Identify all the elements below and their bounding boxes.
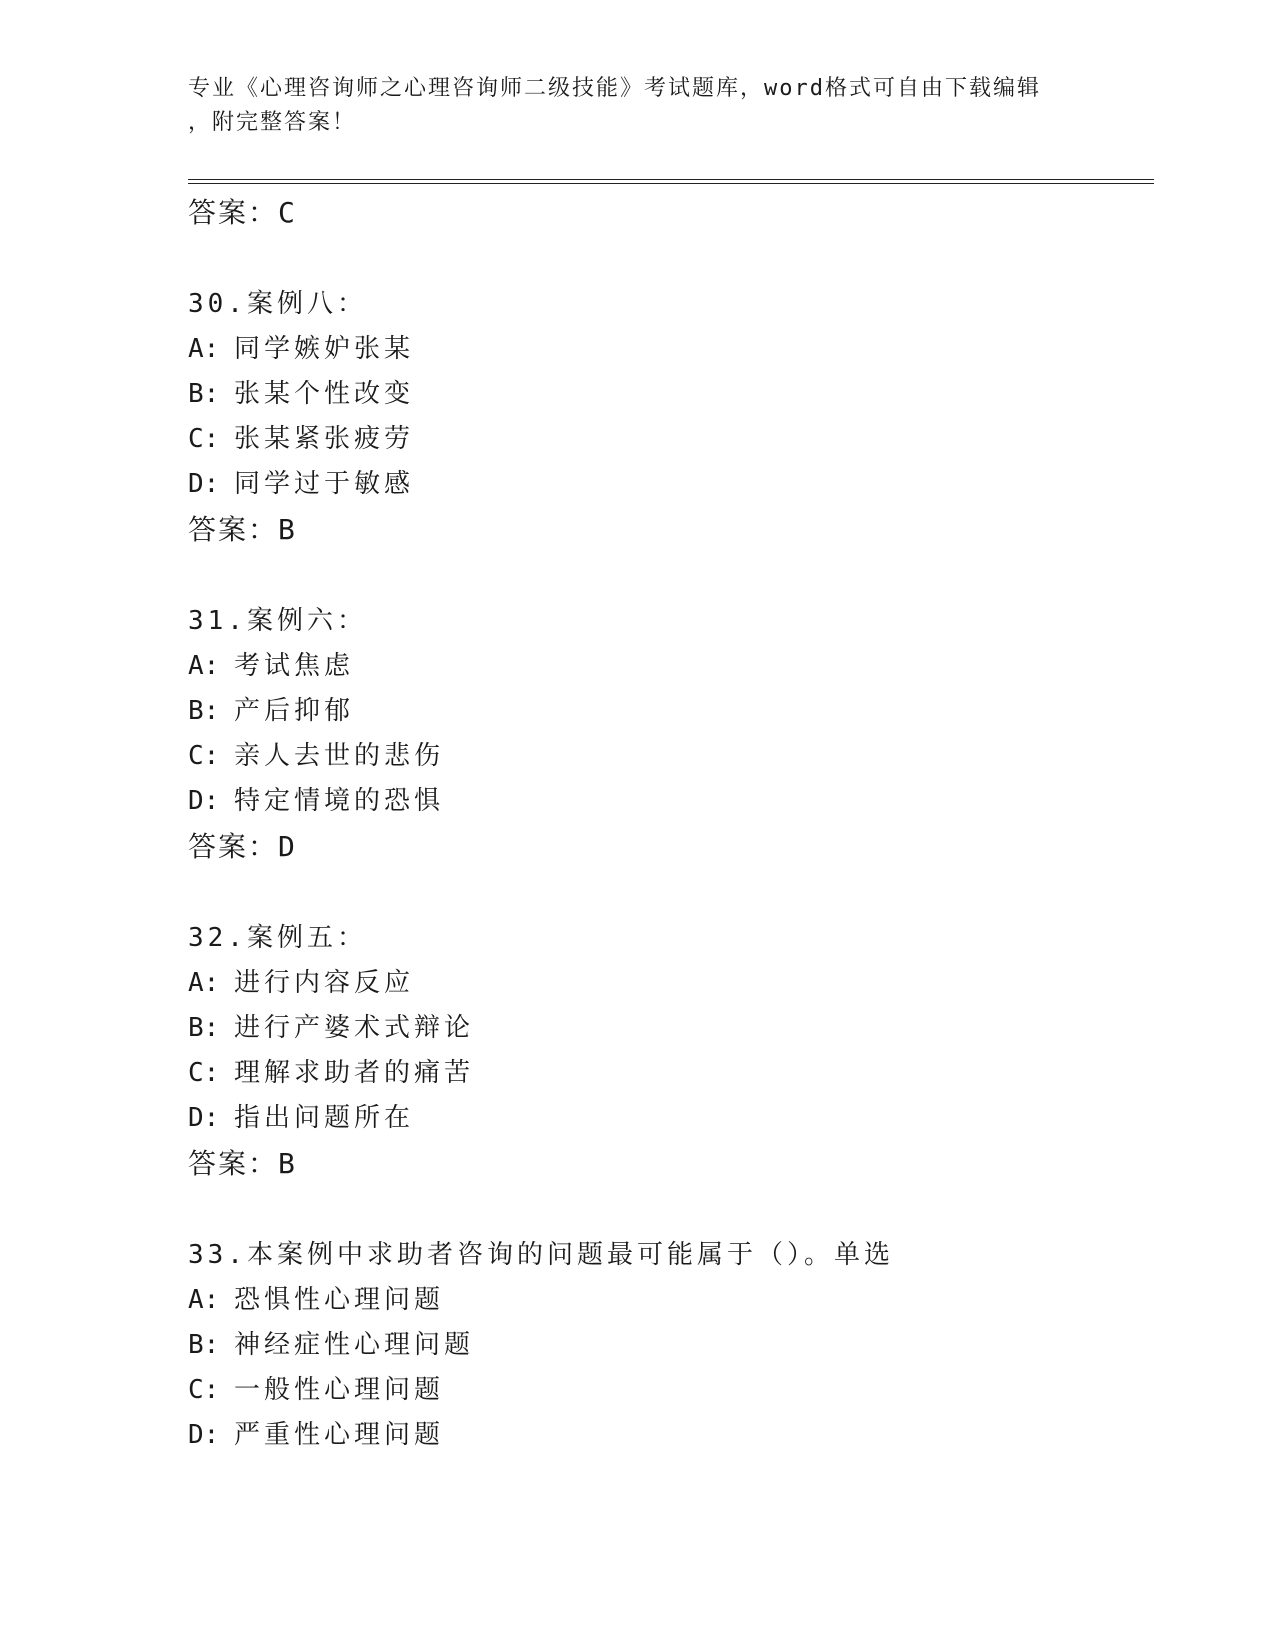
option-key: A:	[188, 968, 220, 998]
question-spacer	[188, 869, 1168, 916]
answer-line: 答案：B	[188, 1147, 297, 1180]
option-key: D:	[188, 1103, 220, 1133]
option-key: B:	[188, 696, 220, 726]
option-text: 神经症性心理问题	[234, 1330, 475, 1360]
option-b	[188, 372, 1168, 417]
answer-line: 答案：C	[188, 196, 297, 229]
option-text: 一般性心理问题	[234, 1375, 445, 1405]
header-divider-bottom	[188, 183, 1154, 184]
option-a	[188, 327, 1168, 372]
option-text: 同学嫉妒张某	[234, 334, 415, 364]
option-text: 特定情境的恐惧	[234, 786, 445, 816]
option-a	[188, 1278, 1168, 1323]
option-key: D:	[188, 1420, 220, 1450]
question-spacer	[188, 552, 1168, 599]
option-c	[188, 417, 1168, 462]
option-text: 考试焦虑	[234, 651, 355, 681]
option-key: C:	[188, 1058, 220, 1088]
option-b	[188, 689, 1168, 734]
option-d	[188, 462, 1168, 507]
option-key: D:	[188, 786, 220, 816]
option-text: 指出问题所在	[234, 1103, 415, 1133]
question-list	[188, 190, 1168, 1458]
option-text: 同学过于敏感	[234, 469, 415, 499]
option-a	[188, 644, 1168, 689]
option-key: A:	[188, 334, 220, 364]
question-stem: 30.案例八：	[188, 289, 367, 319]
option-b	[188, 1323, 1168, 1368]
option-text: 张某个性改变	[234, 379, 415, 409]
option-key: A:	[188, 651, 220, 681]
option-c	[188, 734, 1168, 779]
option-key: D:	[188, 469, 220, 499]
option-key: C:	[188, 424, 220, 454]
header-title-line2: ，附完整答案！	[188, 110, 357, 135]
answer-line: 答案：D	[188, 830, 297, 863]
option-text: 理解求助者的痛苦	[234, 1058, 475, 1088]
option-c	[188, 1051, 1168, 1096]
option-key: A:	[188, 1285, 220, 1315]
option-d	[188, 1413, 1168, 1458]
option-a	[188, 961, 1168, 1006]
option-text: 产后抑郁	[234, 696, 355, 726]
option-b	[188, 1006, 1168, 1051]
option-d	[188, 779, 1168, 824]
document-header	[188, 72, 1088, 140]
header-title-line1: 专业《心理咨询师之心理咨询师二级技能》考试题库，word格式可自由下载编辑	[188, 76, 1041, 101]
question-stem: 33.本案例中求助者咨询的问题最可能属于（）。单选	[188, 1240, 894, 1270]
option-c	[188, 1368, 1168, 1413]
option-key: B:	[188, 379, 220, 409]
header-divider-top	[188, 179, 1154, 180]
question-stem: 32.案例五：	[188, 923, 367, 953]
option-d	[188, 1096, 1168, 1141]
question-spacer	[188, 235, 1168, 282]
option-text: 恐惧性心理问题	[234, 1285, 445, 1315]
question-spacer	[188, 1186, 1168, 1233]
option-text: 严重性心理问题	[234, 1420, 445, 1450]
option-text: 张某紧张疲劳	[234, 424, 415, 454]
option-key: B:	[188, 1013, 220, 1043]
option-text: 亲人去世的悲伤	[234, 741, 445, 771]
answer-line: 答案：B	[188, 513, 297, 546]
question-stem: 31.案例六：	[188, 606, 367, 636]
option-key: B:	[188, 1330, 220, 1360]
option-key: C:	[188, 1375, 220, 1405]
option-key: C:	[188, 741, 220, 771]
option-text: 进行内容反应	[234, 968, 415, 998]
option-text: 进行产婆术式辩论	[234, 1013, 475, 1043]
